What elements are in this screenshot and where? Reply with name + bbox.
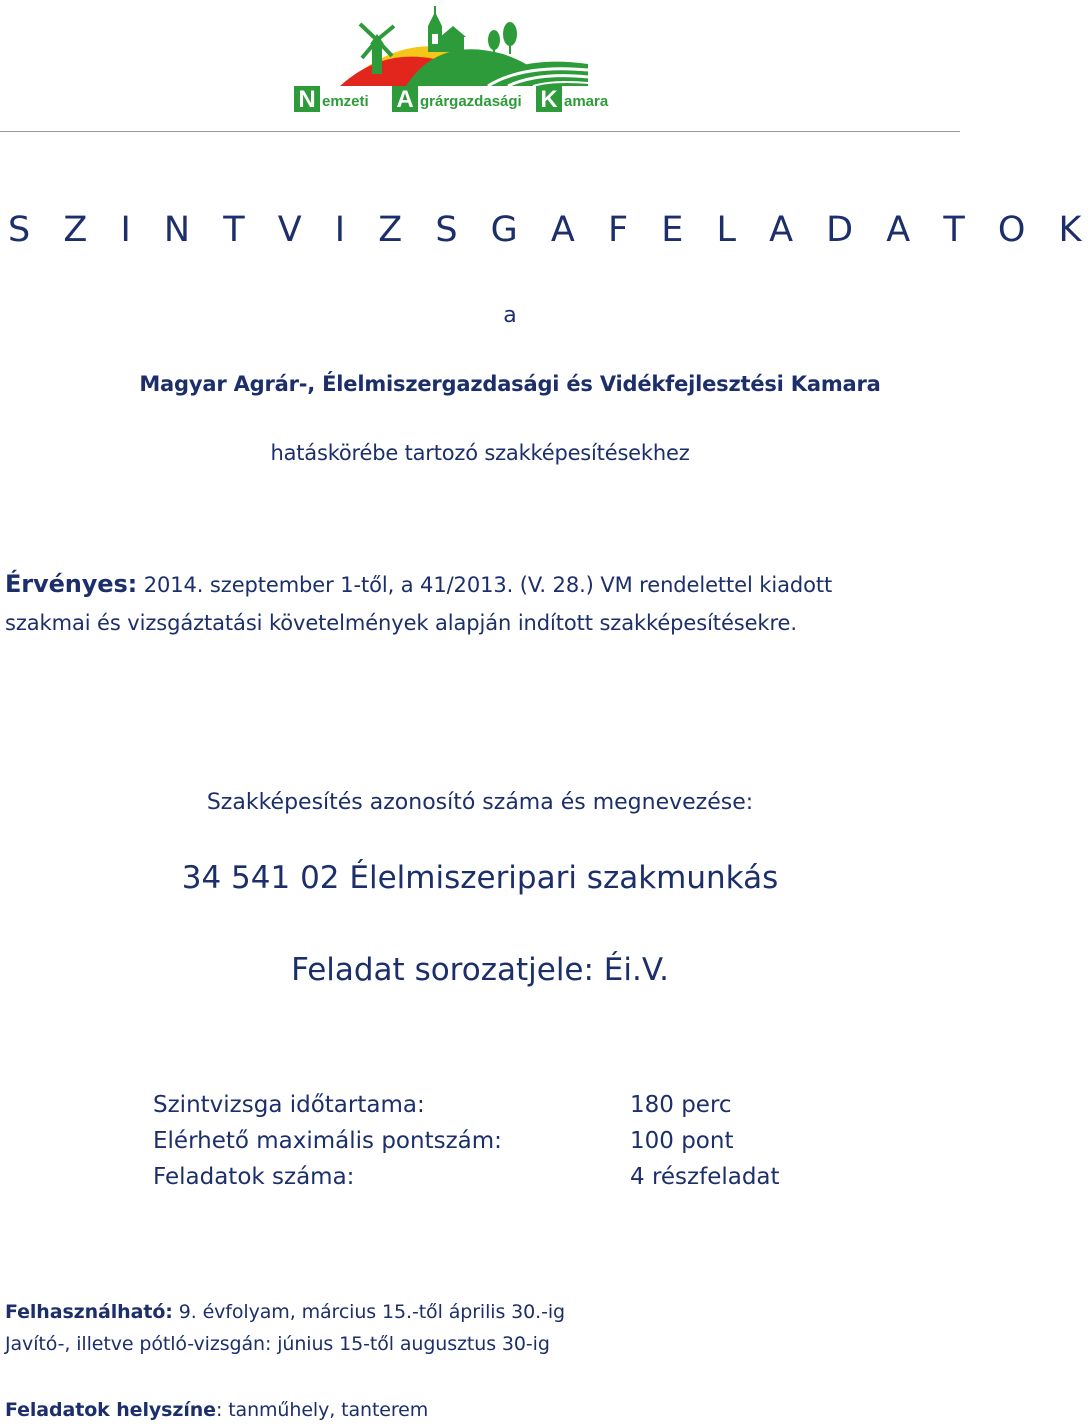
nak-logo bbox=[288, 4, 614, 114]
task-series: Feladat sorozatjele: Éi.V. bbox=[291, 952, 669, 988]
validity-text-1: 2014. szeptember 1-től, a 41/2013. (V. 28.) VM rendelettel kiadott bbox=[137, 573, 833, 597]
validity-line-1 bbox=[5, 570, 832, 598]
qualification-name: 34 541 02 Élelmiszeripari szakmunkás bbox=[181, 860, 779, 896]
svg-text:amara: amara bbox=[564, 93, 609, 110]
header-divider bbox=[0, 131, 960, 132]
exam-duration-value: 180 perc bbox=[630, 1092, 732, 1118]
svg-text:A: A bbox=[396, 86, 414, 113]
validity-line-2: szakmai és vizsgáztatási követelmények alapján indított szakképesítésekre. bbox=[5, 611, 797, 635]
task-count-label: Feladatok száma: bbox=[153, 1164, 355, 1190]
usage-note bbox=[5, 1301, 565, 1323]
qualification-label: Szakképesítés azonosító száma és megnevezése: bbox=[206, 790, 754, 815]
svg-text:grárgazdasági: grárgazdasági bbox=[420, 93, 522, 110]
exam-duration-label: Szintvizsga időtartama: bbox=[153, 1092, 425, 1118]
svg-text:emzeti: emzeti bbox=[322, 93, 369, 110]
title-article: a bbox=[503, 303, 517, 328]
task-count-value: 4 részfeladat bbox=[630, 1164, 780, 1190]
chamber-name: Magyar Agrár-, Élelmiszergazdasági és Vidékfejlesztési Kamara bbox=[139, 372, 881, 396]
document-title: S Z I N T V I Z S G A F E L A D A T O K bbox=[8, 210, 1092, 250]
max-points-label: Elérhető maximális pontszám: bbox=[153, 1128, 502, 1154]
location-label: Feladatok helyszíne bbox=[5, 1399, 216, 1421]
svg-text:K: K bbox=[540, 86, 558, 113]
validity-label: Érvényes: bbox=[5, 570, 138, 598]
scope-text: hatáskörébe tartozó szakképesítésekhez bbox=[270, 441, 690, 465]
usage-label: Felhasználható: bbox=[5, 1301, 173, 1323]
max-points-value: 100 pont bbox=[630, 1128, 734, 1154]
usage-text: 9. évfolyam, március 15.-től április 30.-ig bbox=[172, 1301, 565, 1323]
nak-logo-graphic bbox=[288, 4, 614, 114]
retake-note: Javító-, illetve pótló-vizsgán: június 15-től augusztus 30-ig bbox=[5, 1333, 550, 1355]
location-text: : tanműhely, tanterem bbox=[215, 1399, 429, 1421]
svg-text:N: N bbox=[298, 86, 316, 113]
location-note bbox=[5, 1399, 428, 1421]
